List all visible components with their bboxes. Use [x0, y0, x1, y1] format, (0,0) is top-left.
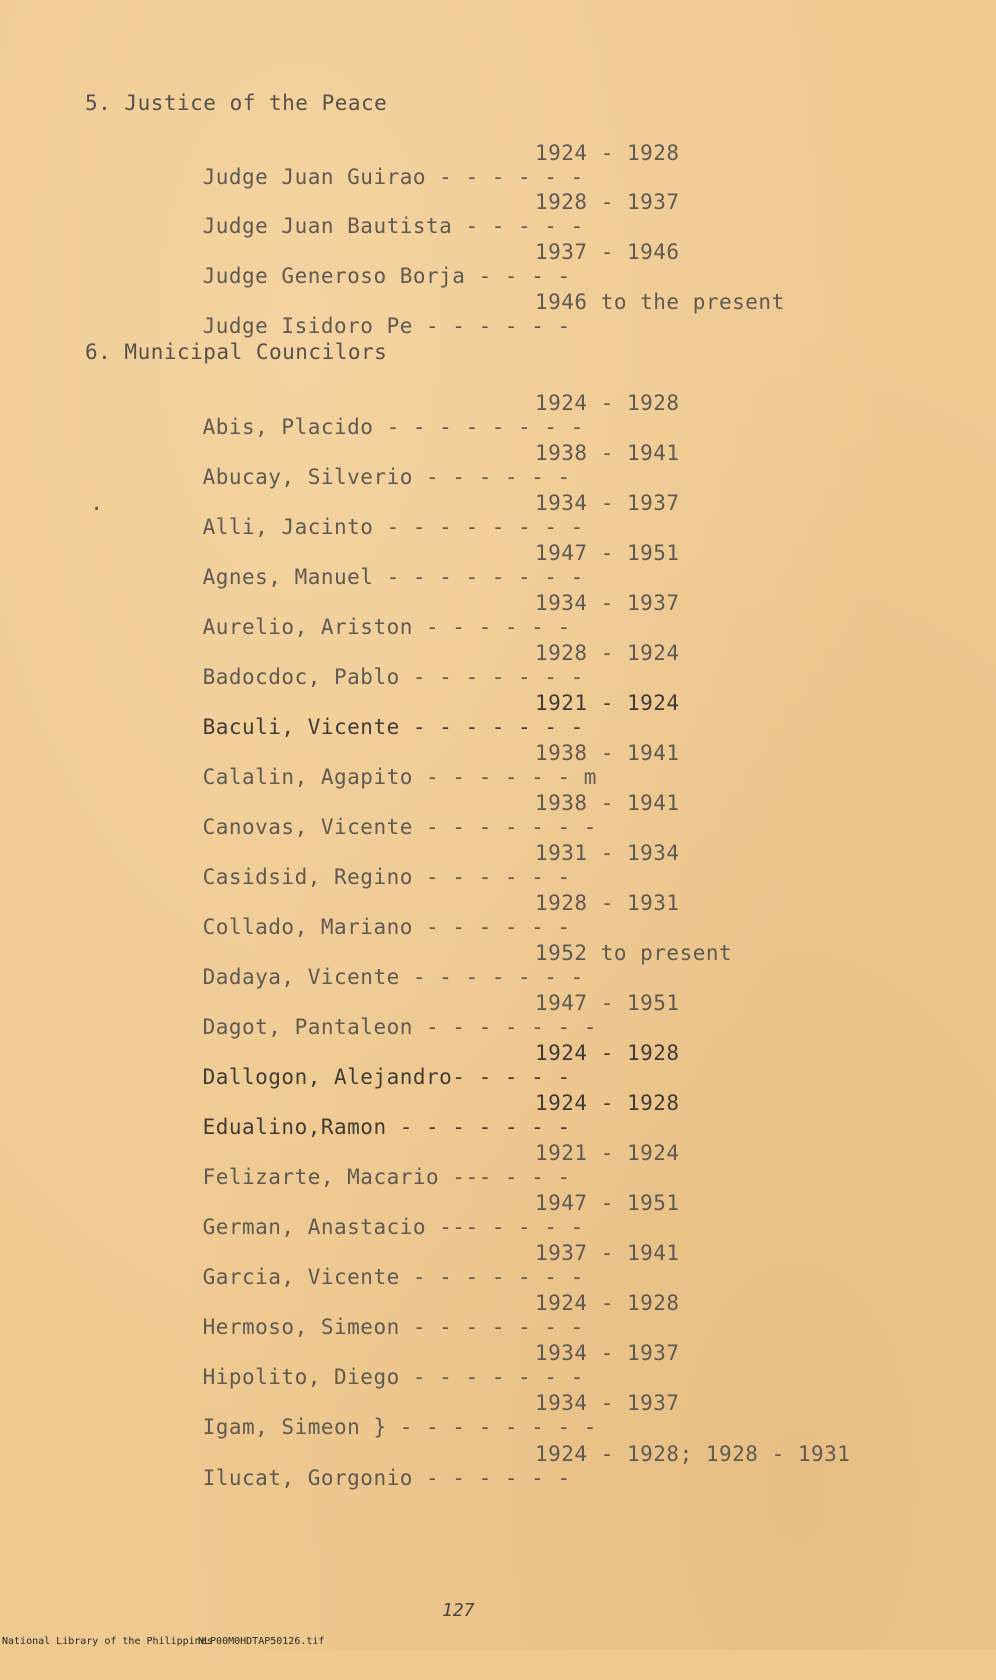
entry-dates: 1938 - 1941	[535, 741, 680, 765]
page-number: 127	[442, 1600, 475, 1621]
entry-name: Abucay, Silverio - - - - - -	[202, 465, 571, 489]
stray-dot: .	[90, 491, 104, 516]
entry-name: Casidsid, Regino - - - - - -	[202, 865, 571, 889]
scan-footer	[0, 1636, 325, 1680]
entry-name: Hipolito, Diego - - - - - - -	[202, 1365, 584, 1389]
entry-name: Judge Generoso Borja - - - -	[202, 264, 571, 288]
entry-dates: 1937 - 1941	[535, 1241, 680, 1265]
entry-name: Judge Juan Bautista - - - - -	[202, 214, 584, 238]
entry-dates: 1924 - 1928; 1928 - 1931	[535, 1442, 851, 1466]
entry-name: Igam, Simeon } - - - - - - - -	[202, 1415, 597, 1439]
entry-name: Aurelio, Ariston - - - - - -	[202, 615, 571, 639]
entry-dates: 1934 - 1937	[535, 491, 680, 515]
footer-file-name: NLP00M0HDTAP50126.tif	[198, 1636, 325, 1647]
entry-name: Alli, Jacinto - - - - - - - -	[202, 515, 584, 539]
entry-name: Garcia, Vicente - - - - - - -	[202, 1265, 584, 1289]
entry-name: German, Anastacio --- - - - -	[202, 1215, 584, 1239]
entry-dates: 1928 - 1937	[535, 190, 680, 214]
entry-name: Dagot, Pantaleon - - - - - - -	[202, 1015, 597, 1039]
entry-dates: 1937 - 1946	[535, 240, 680, 264]
entry-dates: 1924 - 1928	[535, 1291, 680, 1315]
entry-dates: 1921 - 1924	[535, 691, 680, 715]
list-item	[150, 290, 785, 386]
entry-dates: 1924 - 1928	[535, 1091, 680, 1115]
footer-library-name: National Library of the Philippines	[2, 1636, 213, 1647]
entry-name: Edualino,Ramon - - - - - - -	[202, 1115, 571, 1139]
entry-dates: 1931 - 1934	[535, 841, 680, 865]
entry-dates: 1924 - 1928	[535, 391, 680, 415]
entry-dates: 1947 - 1951	[535, 541, 680, 565]
entry-dates: 1924 - 1928	[535, 141, 680, 165]
entry-dates: 1928 - 1931	[535, 891, 680, 915]
entry-dates: 1921 - 1924	[535, 1141, 680, 1165]
entry-name: Ilucat, Gorgonio - - - - - -	[202, 1466, 571, 1490]
entry-name: Calalin, Agapito - - - - - - m	[202, 765, 597, 789]
entry-name: Judge Juan Guirao - - - - - -	[202, 165, 584, 189]
entry-dates: 1924 - 1928	[535, 1041, 680, 1065]
entry-name: Canovas, Vicente - - - - - - -	[202, 815, 597, 839]
entry-name: Agnes, Manuel - - - - - - - -	[202, 565, 584, 589]
section-heading-justice-of-the-peace: 5. Justice of the Peace	[85, 91, 388, 115]
entry-name: Felizarte, Macario --- - - -	[202, 1165, 571, 1189]
entry-name: Dadaya, Vicente - - - - - - -	[202, 965, 584, 989]
entry-dates: 1934 - 1937	[535, 1391, 680, 1415]
entry-name: Badocdoc, Pablo - - - - - - -	[202, 665, 584, 689]
entry-name: Hermoso, Simeon - - - - - - -	[202, 1315, 584, 1339]
entry-dates: 1952 to present	[535, 941, 733, 965]
entry-dates: 1947 - 1951	[535, 991, 680, 1015]
entry-name: Collado, Mariano - - - - - -	[202, 915, 571, 939]
entry-dates: 1946 to the present	[535, 290, 785, 314]
entry-name: Baculi, Vicente - - - - - - -	[202, 715, 584, 739]
entry-dates: 1938 - 1941	[535, 441, 680, 465]
entry-name: Abis, Placido - - - - - - - -	[202, 415, 584, 439]
entry-dates: 1947 - 1951	[535, 1191, 680, 1215]
entry-dates: 1934 - 1937	[535, 591, 680, 615]
entry-dates: 1934 - 1937	[535, 1341, 680, 1365]
section-heading-municipal-councilors: 6. Municipal Councilors	[85, 340, 388, 364]
entry-dates: 1928 - 1924	[535, 641, 680, 665]
entry-dates: 1938 - 1941	[535, 791, 680, 815]
list-item	[150, 1442, 851, 1538]
entry-name: Dallogon, Alejandro- - - - -	[202, 1065, 571, 1089]
entry-name: Judge Isidoro Pe - - - - - -	[202, 314, 571, 338]
